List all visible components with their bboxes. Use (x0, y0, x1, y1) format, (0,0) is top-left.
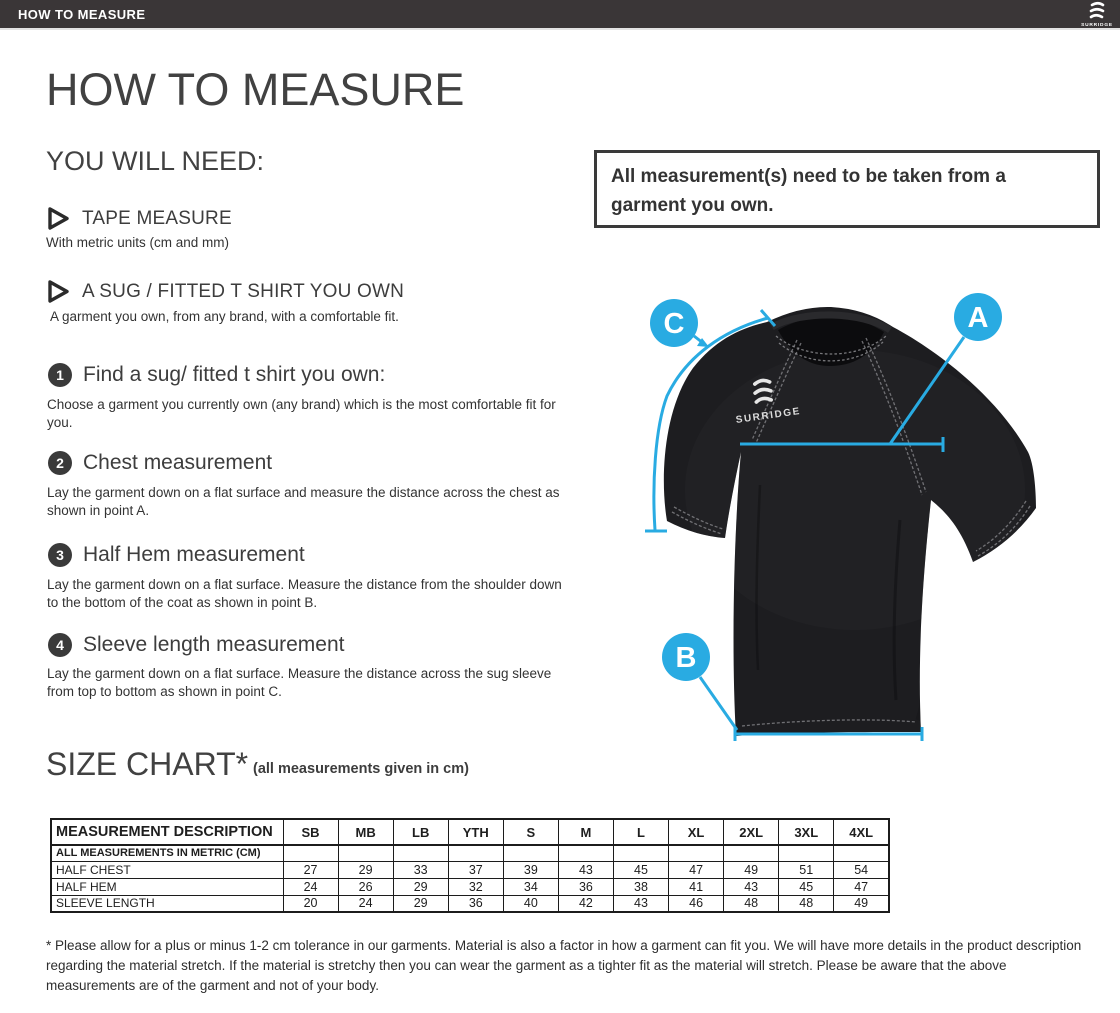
table-cell: 26 (338, 878, 393, 895)
table-cell (834, 845, 889, 861)
table-cell: 42 (558, 895, 613, 912)
need-item-title: A SUG / FITTED T SHIRT YOU OWN (82, 280, 405, 302)
shirt-measurement-diagram (600, 280, 1100, 780)
table-cell (283, 845, 338, 861)
table-cell: 51 (779, 861, 834, 878)
triangle-bullet-icon (47, 280, 70, 303)
step-number-badge: 2 (48, 451, 72, 475)
step-description: Choose a garment you currently own (any brand) which is the most comfortable fit for you. (47, 397, 556, 430)
column-header: YTH (448, 819, 503, 845)
table-cell: 41 (669, 878, 724, 895)
step-4 (48, 633, 345, 657)
marker-a (954, 293, 1002, 341)
step-number-badge: 4 (48, 633, 72, 657)
step-title: Chest measurement (83, 451, 273, 474)
table-cell: 43 (724, 878, 779, 895)
table-cell (558, 845, 613, 861)
measurement-note-text: All measurement(s) need to be taken from a garment you own. (611, 166, 1006, 216)
table-cell: 54 (834, 861, 889, 878)
row-label: SLEEVE LENGTH (51, 895, 283, 912)
column-header: 2XL (724, 819, 779, 845)
svg-text:A: A (967, 302, 989, 334)
table-cell: 32 (448, 878, 503, 895)
metric-note-row (51, 845, 889, 861)
top-bar (0, 0, 1120, 30)
table-cell: 24 (283, 878, 338, 895)
table-cell: 24 (338, 895, 393, 912)
row-label: HALF HEM (51, 878, 283, 895)
table-cell: 45 (779, 878, 834, 895)
table-cell (724, 845, 779, 861)
column-header: 4XL (834, 819, 889, 845)
table-cell (669, 845, 724, 861)
step-2 (48, 451, 272, 475)
table-cell (448, 845, 503, 861)
column-header: S (503, 819, 558, 845)
table-cell (393, 845, 448, 861)
column-header: LB (393, 819, 448, 845)
table-cell: 37 (448, 861, 503, 878)
step-number-badge: 3 (48, 543, 72, 567)
column-header: 3XL (779, 819, 834, 845)
step-number-badge: 1 (48, 363, 72, 387)
need-item-description: A garment you own, from any brand, with a comfortable fit. (50, 309, 399, 324)
table-cell: 29 (393, 895, 448, 912)
surridge-logo-icon (1079, 1, 1115, 29)
table-row (51, 861, 889, 878)
column-header: MB (338, 819, 393, 845)
table-cell: 49 (724, 861, 779, 878)
svg-text:C: C (663, 308, 685, 340)
table-cell: 29 (338, 861, 393, 878)
svg-text:SURRIDGE: SURRIDGE (735, 405, 802, 426)
need-item-description: With metric units (cm and mm) (46, 235, 230, 250)
table-cell: 36 (448, 895, 503, 912)
table-cell: 20 (283, 895, 338, 912)
tolerance-footnote: * Please allow for a plus or minus 1-2 cm tolerance in our garments. Material is also a factor in how a garment can fit you. We will have more details in the product description regarding the material stretch. If the material is stretchy then you can wear the garment as a tighter fit as the material will stretch. Please be aware that the above measurements are of the garment and not of your body. (46, 938, 1082, 993)
step-1 (48, 363, 385, 387)
svg-text:B: B (675, 642, 697, 674)
table-cell: ALL MEASUREMENTS IN METRIC (CM) (51, 845, 283, 861)
table-cell: 48 (724, 895, 779, 912)
table-cell (779, 845, 834, 861)
step-title: Find a sug/ fitted t shirt you own: (83, 363, 386, 386)
table-cell: 36 (558, 878, 613, 895)
need-item-tape-measure (47, 207, 232, 230)
measurement-note-box (594, 150, 1100, 228)
page-title: HOW TO MEASURE (46, 64, 465, 115)
table-row (51, 895, 889, 912)
table-cell: 39 (503, 861, 558, 878)
you-will-need-heading: YOU WILL NEED: (46, 146, 265, 176)
marker-c (650, 299, 698, 347)
size-chart-subtitle: (all measurements given in cm) (253, 761, 469, 777)
step-title: Half Hem measurement (83, 543, 305, 566)
column-header: M (558, 819, 613, 845)
table-cell: 48 (779, 895, 834, 912)
step-description: Lay the garment down on a flat surface. Measure the distance from the shoulder down to the bottom of the coat as shown in point B. (47, 577, 562, 610)
table-cell: 46 (669, 895, 724, 912)
triangle-bullet-icon (47, 207, 70, 230)
table-cell: 47 (834, 878, 889, 895)
need-item-title: TAPE MEASURE (82, 207, 232, 229)
table-cell: 43 (558, 861, 613, 878)
marker-b (662, 633, 710, 681)
step-description: Lay the garment down on a flat surface and measure the distance across the chest as shown in point A. (47, 485, 560, 518)
step-3 (48, 543, 305, 567)
step-title: Sleeve length measurement (83, 633, 345, 656)
need-item-t-shirt (47, 280, 404, 303)
column-header: MEASUREMENT DESCRIPTION (51, 819, 283, 845)
table-cell: 49 (834, 895, 889, 912)
size-chart-table (50, 818, 890, 913)
table-cell (503, 845, 558, 861)
table-cell: 47 (669, 861, 724, 878)
table-row (51, 878, 889, 895)
table-cell (338, 845, 393, 861)
table-cell: 33 (393, 861, 448, 878)
table-cell (613, 845, 668, 861)
column-header: L (613, 819, 668, 845)
table-cell: 27 (283, 861, 338, 878)
table-cell: 38 (613, 878, 668, 895)
surridge-logo-text: SURRIDGE (1081, 23, 1113, 28)
top-bar-title: HOW TO MEASURE (18, 6, 146, 22)
size-chart-heading: SIZE CHART* (46, 746, 249, 782)
step-description: Lay the garment down on a flat surface. Measure the distance across the sug sleeve from top to bottom as shown in point C. (47, 666, 552, 699)
column-header: SB (283, 819, 338, 845)
row-label: HALF CHEST (51, 861, 283, 878)
table-cell: 43 (613, 895, 668, 912)
table-cell: 34 (503, 878, 558, 895)
table-cell: 29 (393, 878, 448, 895)
table-header-row (51, 819, 889, 845)
table-cell: 45 (613, 861, 668, 878)
column-header: XL (669, 819, 724, 845)
table-cell: 40 (503, 895, 558, 912)
